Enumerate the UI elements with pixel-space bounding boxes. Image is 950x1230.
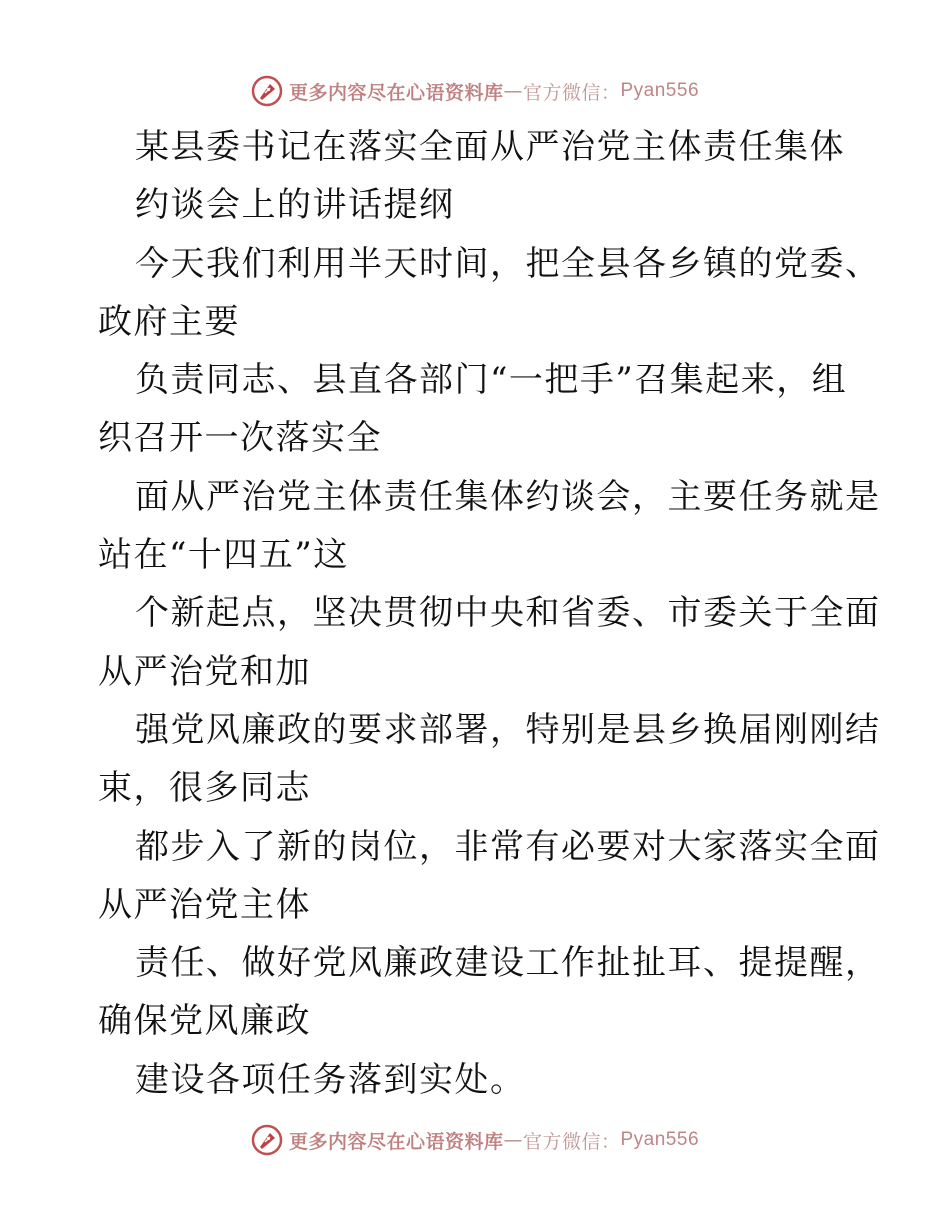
header-watermark bbox=[0, 73, 950, 109]
fountain-pen-nib-icon bbox=[251, 75, 283, 107]
paragraph-line: 织召开一次落实全 bbox=[98, 418, 382, 459]
document-title-line-2: 约谈会上的讲话提纲 bbox=[135, 185, 455, 226]
document-title-line-1: 某县委书记在落实全面从严治党主体责任集体 bbox=[135, 127, 845, 167]
watermark-separator: — bbox=[503, 80, 523, 102]
watermark-label: 官方微信： bbox=[522, 81, 621, 104]
paragraph-line: 责任、做好党风廉政建设工作扯扯耳、提提醒， bbox=[135, 943, 881, 984]
watermark-separator: — bbox=[503, 1129, 523, 1151]
paragraph-line: 都步入了新的岗位，非常有必要对大家落实全面 bbox=[135, 826, 881, 867]
paragraph-line: 建设各项任务落到实处。 bbox=[135, 1059, 526, 1100]
paragraph-line: 强党风廉政的要求部署，特别是县乡换届刚刚结 bbox=[135, 709, 881, 750]
paragraph-line: 站在“十四五”这 bbox=[98, 535, 349, 576]
paragraph-line: 从严治党和加 bbox=[98, 651, 311, 692]
paragraph-line: 政府主要 bbox=[98, 301, 240, 342]
watermark-main-text: 更多内容尽在心语资料库 bbox=[288, 81, 504, 104]
paragraph-line: 面从严治党主体责任集体约谈会，主要任务就是 bbox=[135, 476, 881, 517]
paragraph-line: 今天我们利用半天时间，把全县各乡镇的党委、 bbox=[135, 243, 881, 284]
paragraph-line: 确保党风廉政 bbox=[98, 1001, 311, 1042]
document-body bbox=[98, 118, 881, 1109]
footer-watermark bbox=[0, 1122, 950, 1158]
watermark-label: 官方微信： bbox=[522, 1130, 621, 1153]
paragraph-line: 从严治党主体 bbox=[98, 884, 311, 925]
fountain-pen-nib-icon bbox=[251, 1124, 283, 1156]
paragraph-line: 负责同志、县直各部门“一把手”召集起来，组 bbox=[135, 360, 848, 401]
paragraph-line: 个新起点，坚决贯彻中央和省委、市委关于全面 bbox=[135, 593, 881, 634]
watermark-main-text: 更多内容尽在心语资料库 bbox=[288, 1130, 504, 1153]
paragraph-line: 束，很多同志 bbox=[98, 768, 311, 809]
watermark-account: Pyan556 bbox=[620, 80, 700, 101]
watermark-account: Pyan556 bbox=[620, 1129, 700, 1150]
